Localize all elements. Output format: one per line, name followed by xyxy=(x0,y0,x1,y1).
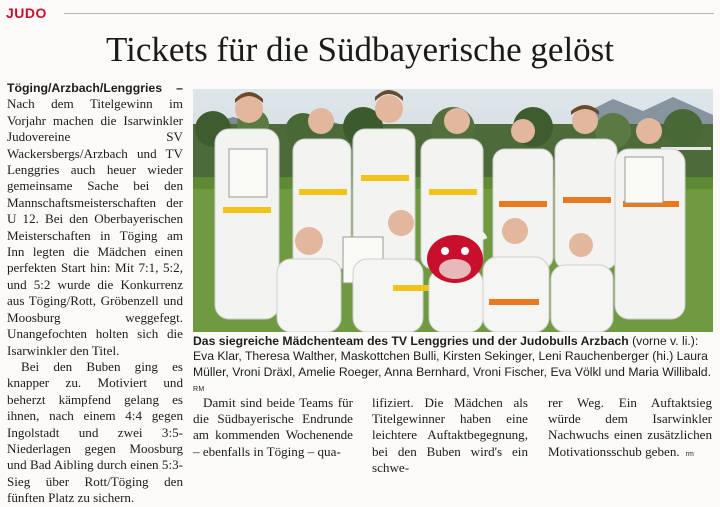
article-column-2 xyxy=(193,395,353,460)
article-column-3 xyxy=(372,395,528,476)
section-kicker: JUDO xyxy=(6,5,47,21)
caption-bold: Das siegreiche Mädchenteam des TV Lenggries und der Judobulls Arzbach xyxy=(193,334,629,348)
caption-text: (vorne v. li.): Eva Klar, Theresa Walther, Maskottchen Bulli, Kirsten Sekinger, Leni Rauchenberger (hi.) Laura Müller, Vroni Dräxl, Amelie Roeger, Anna Bernhard, Vroni Fischer, Eva Völkl und Maria Willibald. xyxy=(193,334,711,379)
article-paragraph-3-end xyxy=(548,395,712,463)
photo-caption xyxy=(193,334,713,398)
section-rule xyxy=(64,13,714,14)
paragraph-1-text: Nach dem Titelgewinn im Vorjahr machen die Isarwinkler Judovereine SV Wackersbergs/Arzbach und TV Lenggries auch heuer wieder gemeinsame Sache bei den Mannschaftsmeisterschaften der U 12. Bei den Oberbayerischen Meisterschaften in Töging am Inn legten die Mädchen einen perfekten Start hin: Mit 7:1, 5:2, und 5:2 wurde die Konkurrenz aus Töging/Rott, Gröbenzell und Moosburg weggefegt. Unangefochten holten sich die Isarwinkler den Titel. xyxy=(7,96,183,358)
article-ending: rer Weg. Ein Auftaktsieg würde dem Isarwinkler Nachwuchs einen zusätzlichen Motivationsschub geben. xyxy=(548,395,712,459)
dateline: Töging/Arzbach/Lenggries – xyxy=(7,81,183,95)
author-credit: rm xyxy=(685,450,694,458)
team-photo xyxy=(193,89,713,332)
article-column-1 xyxy=(7,80,183,507)
article-paragraph-3: Damit sind beide Teams für die Südbayerische Endrunde am kommenden Wochenende – ebenfalls in Töging – qua- xyxy=(193,395,353,459)
article-column-4 xyxy=(548,395,712,463)
section-header xyxy=(0,0,720,26)
article-paragraph-2: Bei den Buben ging es knapper zu. Motiviert und beherzt kämpfend gelang es ihnen, nach einem 4:4 gegen Ingolstadt und zwei 3:5-Niederlagen gegen Moosburg und Bad Aibling durch einen 5:3-Sieg über Rott/Töging den fünften Platz zu sichern. xyxy=(7,358,183,506)
article-paragraph-1 xyxy=(7,80,183,359)
caption-credit: RM xyxy=(193,386,205,394)
headline: Tickets für die Südbayerische gelöst xyxy=(105,30,615,69)
article-paragraph-3-cont: lifiziert. Die Mädchen als Titelgewinner haben eine leichtere Auftaktbegegnung, bei den Buben wird's ein schwe- xyxy=(372,395,528,475)
team-photo-image xyxy=(193,89,713,332)
